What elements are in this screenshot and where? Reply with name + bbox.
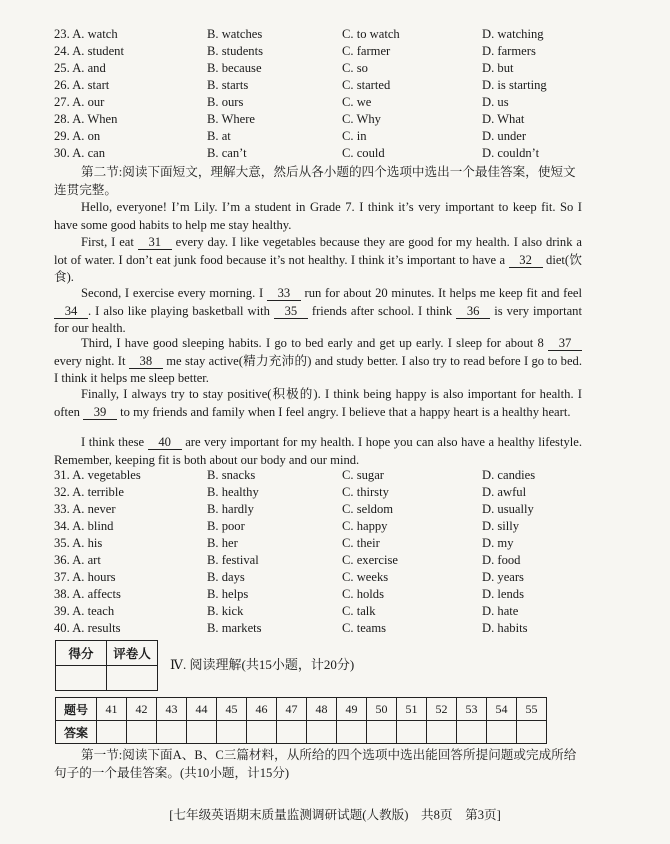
question-number-cell: 47 <box>277 698 307 721</box>
option-d: D. my <box>482 536 514 550</box>
answer-cell[interactable] <box>367 721 397 744</box>
answer-cell[interactable] <box>127 721 157 744</box>
option-c: C. happy <box>342 519 388 533</box>
answer-cell[interactable] <box>397 721 427 744</box>
option-b: B. because <box>207 61 262 75</box>
option-a: 24. A. student <box>54 44 124 58</box>
option-d: D. but <box>482 61 514 75</box>
option-a: 29. A. on <box>54 129 101 143</box>
question-number-cell: 54 <box>487 698 517 721</box>
option-d: D. under <box>482 129 527 143</box>
option-b: B. at <box>207 129 231 143</box>
answer-cell[interactable] <box>217 721 247 744</box>
section2-instruction: 第二节:阅读下面短文，理解大意，然后从各小题的四个选项中选出一个最佳答案，使短文连贯完整。 <box>54 165 576 197</box>
option-d: D. farmers <box>482 44 536 58</box>
grader-cell <box>107 666 158 691</box>
option-row <box>0 518 670 535</box>
answer-cell[interactable] <box>157 721 187 744</box>
blank-38: 38 <box>129 354 163 369</box>
option-c: C. farmer <box>342 44 391 58</box>
question-number-cell: 41 <box>97 698 127 721</box>
option-a: 35. A. his <box>54 536 103 550</box>
passage-paragraph-4: Third, I have good sleeping habits. I go to bed early and get up early. I sleep for about 8 37 every night. It 38 me stay active(精力充沛的) and study better. I also try to read before I go to bed. I think it helps me sleep better. <box>54 336 582 386</box>
option-c: C. could <box>342 146 385 160</box>
option-a: 36. A. art <box>54 553 101 567</box>
option-b: B. watches <box>207 27 263 41</box>
option-d: D. years <box>482 570 524 584</box>
option-d: D. us <box>482 95 509 109</box>
question-number-cell: 50 <box>367 698 397 721</box>
option-b: B. starts <box>207 78 249 92</box>
question-number-cell: 46 <box>247 698 277 721</box>
option-row <box>0 535 670 552</box>
option-b: B. can’t <box>207 146 247 160</box>
option-b: B. hardly <box>207 502 254 516</box>
answer-cell[interactable] <box>427 721 457 744</box>
question-number-cell: 52 <box>427 698 457 721</box>
option-d: D. hate <box>482 604 519 618</box>
answer-cell[interactable] <box>517 721 547 744</box>
answer-table <box>55 697 547 744</box>
option-a: 37. A. hours <box>54 570 116 584</box>
option-d: D. What <box>482 112 525 126</box>
option-row <box>0 484 670 501</box>
option-c: C. weeks <box>342 570 389 584</box>
option-c: C. thirsty <box>342 485 389 499</box>
option-d: D. watching <box>482 27 544 41</box>
option-b: B. markets <box>207 621 262 635</box>
question-number-label: 题号 <box>56 698 97 721</box>
option-d: D. couldn’t <box>482 146 540 160</box>
answer-cell[interactable] <box>97 721 127 744</box>
score-box <box>55 640 158 691</box>
page-footer: [七年级英语期末质量监测调研试题(人教版) 共8页 第3页] <box>169 808 501 822</box>
option-b: B. days <box>207 570 245 584</box>
option-row <box>0 77 670 94</box>
question-number-cell: 44 <box>187 698 217 721</box>
option-c: C. Why <box>342 112 381 126</box>
option-row <box>0 603 670 620</box>
blank-39: 39 <box>83 405 117 420</box>
option-row <box>0 620 670 637</box>
question-number-cell: 45 <box>217 698 247 721</box>
option-a: 34. A. blind <box>54 519 114 533</box>
option-c: C. sugar <box>342 468 384 482</box>
option-b: B. healthy <box>207 485 259 499</box>
option-a: 23. A. watch <box>54 27 118 41</box>
option-c: C. to watch <box>342 27 400 41</box>
option-b: B. kick <box>207 604 244 618</box>
answer-cell[interactable] <box>487 721 517 744</box>
option-b: B. helps <box>207 587 249 601</box>
passage-paragraph-3: Second, I exercise every morning. I 33 run for about 20 minutes. It helps me keep fit and feel 34 . I also like playing basketball with 35 friends after school. I think 36 is very important for our health. <box>54 286 582 336</box>
option-a: 28. A. When <box>54 112 118 126</box>
option-c: C. teams <box>342 621 387 635</box>
question-number-cell: 43 <box>157 698 187 721</box>
blank-40: 40 <box>148 435 182 450</box>
option-a: 25. A. and <box>54 61 106 75</box>
blank-34: 34 <box>54 304 88 319</box>
option-row <box>0 111 670 128</box>
option-a: 31. A. vegetables <box>54 468 141 482</box>
passage-paragraph-5: Finally, I always try to stay positive(积极的). I think being happy is also important for health. I often 39 to my friends and family when I feel angry. I believe that a happy heart is a healthy heart. <box>54 387 582 419</box>
option-c: C. started <box>342 78 391 92</box>
option-b: B. Where <box>207 112 256 126</box>
option-d: D. usually <box>482 502 534 516</box>
option-c: C. holds <box>342 587 384 601</box>
option-b: B. her <box>207 536 238 550</box>
option-a: 27. A. our <box>54 95 105 109</box>
option-a: 38. A. affects <box>54 587 121 601</box>
blank-35: 35 <box>274 304 308 319</box>
option-row <box>0 60 670 77</box>
option-c: C. their <box>342 536 380 550</box>
option-c: C. we <box>342 95 372 109</box>
section4-title: Ⅳ. 阅读理解(共15小题，计20分) <box>170 657 355 672</box>
answer-cell[interactable] <box>187 721 217 744</box>
option-d: D. lends <box>482 587 524 601</box>
option-c: C. talk <box>342 604 376 618</box>
option-c: C. in <box>342 129 367 143</box>
option-row <box>0 467 670 484</box>
option-b: B. snacks <box>207 468 256 482</box>
option-row <box>0 586 670 603</box>
blank-37: 37 <box>548 336 582 351</box>
option-a: 30. A. can <box>54 146 106 160</box>
option-row <box>0 128 670 145</box>
answer-cell[interactable] <box>247 721 277 744</box>
question-number-cell: 53 <box>457 698 487 721</box>
option-a: 40. A. results <box>54 621 121 635</box>
answer-cell[interactable] <box>337 721 367 744</box>
option-d: D. silly <box>482 519 520 533</box>
answer-cell[interactable] <box>307 721 337 744</box>
question-number-cell: 42 <box>127 698 157 721</box>
passage-paragraph-6: I think these 40 are very important for my health. I hope you can also have a healthy lifestyle. Remember, keeping fit is both about our body and our mind. <box>54 435 582 467</box>
option-row <box>0 26 670 43</box>
option-d: D. candies <box>482 468 536 482</box>
option-d: D. food <box>482 553 521 567</box>
option-row <box>0 552 670 569</box>
option-d: D. is starting <box>482 78 547 92</box>
grader-label: 评卷人 <box>107 641 158 666</box>
option-d: D. awful <box>482 485 527 499</box>
option-row <box>0 501 670 518</box>
option-row <box>0 569 670 586</box>
option-row <box>0 43 670 60</box>
blank-36: 36 <box>456 304 490 319</box>
option-b: B. students <box>207 44 263 58</box>
question-number-cell: 48 <box>307 698 337 721</box>
answer-label: 答案 <box>56 721 97 744</box>
passage-paragraph-1: Hello, everyone! I’m Lily. I’m a student in Grade 7. I think it’s very important to keep fit. So I have some good habits to help me stay healthy. <box>54 200 582 232</box>
option-c: C. seldom <box>342 502 394 516</box>
passage-paragraph-2: First, I eat 31 every day. I like vegetables because they are good for my health. I also drink a lot of water. I don’t eat junk food because it’s not healthy. I think it’s important to have a 32 diet(饮食). <box>54 235 582 285</box>
option-row <box>0 94 670 111</box>
option-b: B. poor <box>207 519 245 533</box>
blank-31: 31 <box>138 235 172 250</box>
score-label: 得分 <box>56 641 107 666</box>
option-d: D. habits <box>482 621 528 635</box>
question-number-cell: 51 <box>397 698 427 721</box>
option-b: B. festival <box>207 553 259 567</box>
option-c: C. exercise <box>342 553 398 567</box>
score-cell <box>56 666 107 691</box>
option-c: C. so <box>342 61 368 75</box>
answer-cell[interactable] <box>277 721 307 744</box>
section4-part1-instruction: 第一节:阅读下面A、B、C三篇材料，从所给的四个选项中选出能回答所提问题或完成所给句子的一个最佳答案。(共10小题，计15分) <box>54 748 577 780</box>
option-a: 39. A. teach <box>54 604 115 618</box>
question-number-cell: 49 <box>337 698 367 721</box>
option-a: 32. A. terrible <box>54 485 124 499</box>
blank-32: 32 <box>509 253 543 268</box>
question-number-cell: 55 <box>517 698 547 721</box>
option-a: 33. A. never <box>54 502 116 516</box>
blank-33: 33 <box>267 286 301 301</box>
option-a: 26. A. start <box>54 78 110 92</box>
option-b: B. ours <box>207 95 244 109</box>
answer-cell[interactable] <box>457 721 487 744</box>
option-row <box>0 145 670 162</box>
